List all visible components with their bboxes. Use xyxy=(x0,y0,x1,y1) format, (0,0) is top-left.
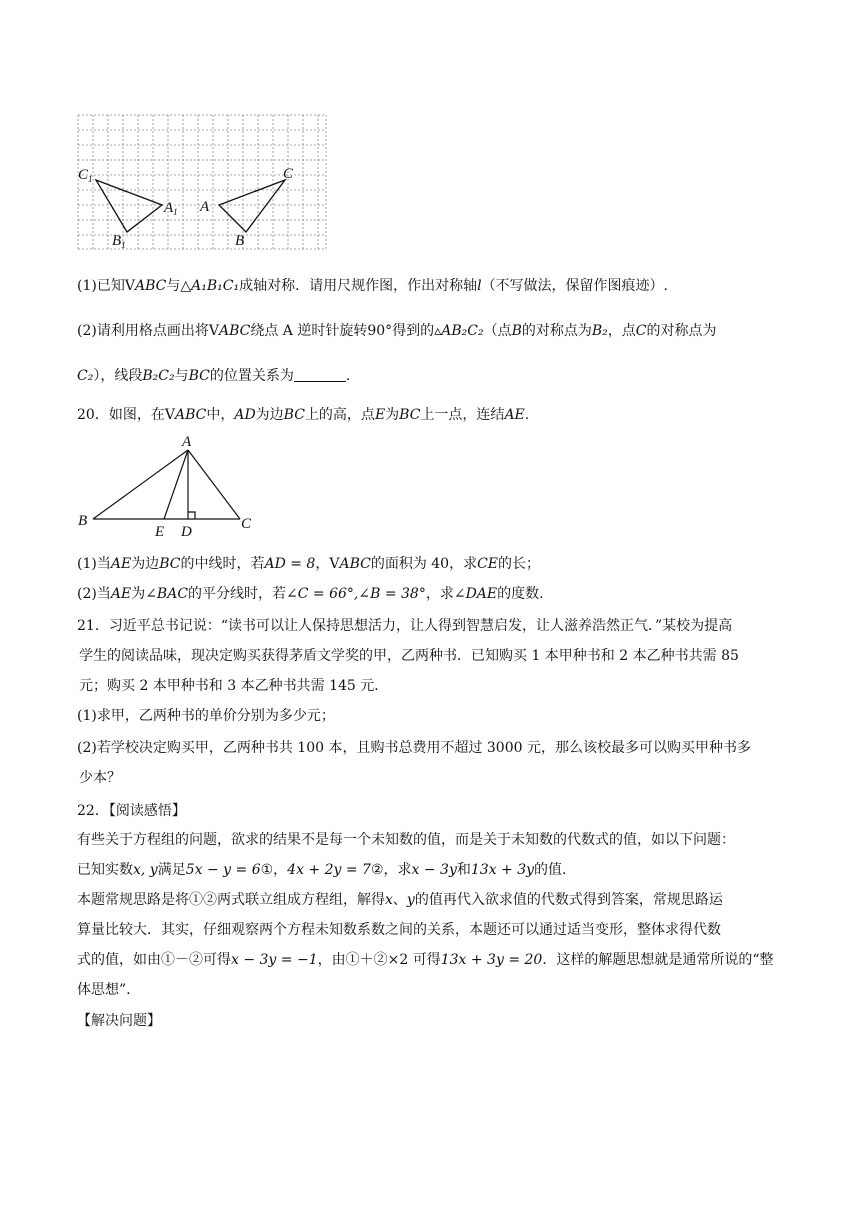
q21-part2-line1: (2)若学校决定购买甲，乙两种书共 100 本，且购书总费用不超过 3000 元，那么该校最多可以购买甲种书多 xyxy=(77,740,751,756)
q21-part2-line2: 少本？ xyxy=(79,770,121,786)
right-angle-mark xyxy=(188,512,195,519)
q22-line5: 式的值，如由①－②可得x − 3y = −1，由①＋②×2 可得13x + 3y = 20．这样的解题思想就是通常所说的“整 xyxy=(77,952,774,968)
label-d: D xyxy=(181,524,192,540)
label-a1: $A_1$ xyxy=(164,200,178,217)
q22-heading: 22．【阅读感悟】 xyxy=(77,803,186,819)
q22-line2: 已知实数x, y满足5x − y = 6①，4x + 2y = 7②，求x − 3y和13x + 3y的值. xyxy=(77,862,567,878)
triangle-a1b1c1 xyxy=(96,180,162,232)
label-a: A xyxy=(200,199,210,215)
q22-line4: 算量比较大．其实，仔细观察两个方程未知数系数之间的关系，本题还可以通过适当变形，整体求得代数 xyxy=(77,922,721,938)
segment-ae xyxy=(164,450,188,519)
q21-part1: (1)求甲，乙两种书的单价分别为多少元； xyxy=(77,708,335,724)
label-c: C xyxy=(283,166,294,182)
q19-part2: (2)请利用格点画出将VABC绕点 A 逆时针旋转90°得到的▵AB₂C₂（点B的对称点为B₂，点C的对称点为 xyxy=(77,323,717,339)
label-a: A xyxy=(182,434,192,450)
label-e: E xyxy=(155,524,165,540)
q22-sub-heading: 【解决问题】 xyxy=(77,1013,161,1029)
answer-blank xyxy=(294,367,346,382)
q21-line3: 元；购买 2 本甲种书和 3 本乙种书共需 145 元． xyxy=(79,678,389,694)
side-ac xyxy=(188,450,240,519)
triangle-abc xyxy=(219,180,285,232)
grid-lines xyxy=(78,115,326,249)
q22-line3: 本题常规思路是将①②两式联立组成方程组，解得x、y的值再代入欲求值的代数式得到答案，常规思路运 xyxy=(77,892,723,908)
q22-line6: 体思想”. xyxy=(77,982,131,998)
q19-part1: (1)已知VABC与△A₁B₁C₁成轴对称．请用尺规作图，作出对称轴l（不写做法，保留作图痕迹）. xyxy=(77,278,669,294)
q20-part2: (2)当AE为∠BAC的平分线时，若∠C = 66°,∠B = 38°，求∠DAE的度数. xyxy=(77,586,544,602)
grid-figure xyxy=(70,110,330,255)
q19-part2-cont: C₂），线段B₂C₂与BC的位置关系为 . xyxy=(77,368,351,384)
q20-intro: 20．如图，在VABC中，AD为边BC上的高，点E为BC上一点，连结AE. xyxy=(77,407,530,423)
label-b: B xyxy=(78,513,88,529)
triangle-figure xyxy=(75,430,265,540)
label-b1: $B_1$ xyxy=(112,233,126,250)
q20-part1: (1)当AE为边BC的中线时，若AD = 8，VABC的面积为 40，求CE的长； xyxy=(77,556,541,572)
label-c1: $C_1$ xyxy=(78,167,93,184)
q22-line1: 有些关于方程组的问题，欲求的结果不是每一个未知数的值，而是关于未知数的代数式的值，如以下问题： xyxy=(77,832,735,848)
label-b: B xyxy=(235,233,245,249)
side-ab xyxy=(93,450,188,519)
q21-line1: 21．习近平总书记说：“读书可以让人保持思想活力，让人得到智慧启发，让人滋养浩然正气．”某校为提高 xyxy=(77,618,733,634)
q21-line2: 学生的阅读品味，现决定购买获得茅盾文学奖的甲，乙两种书．已知购买 1 本甲种书和 2 本乙种书共需 85 xyxy=(79,648,739,664)
label-c: C xyxy=(241,516,252,532)
